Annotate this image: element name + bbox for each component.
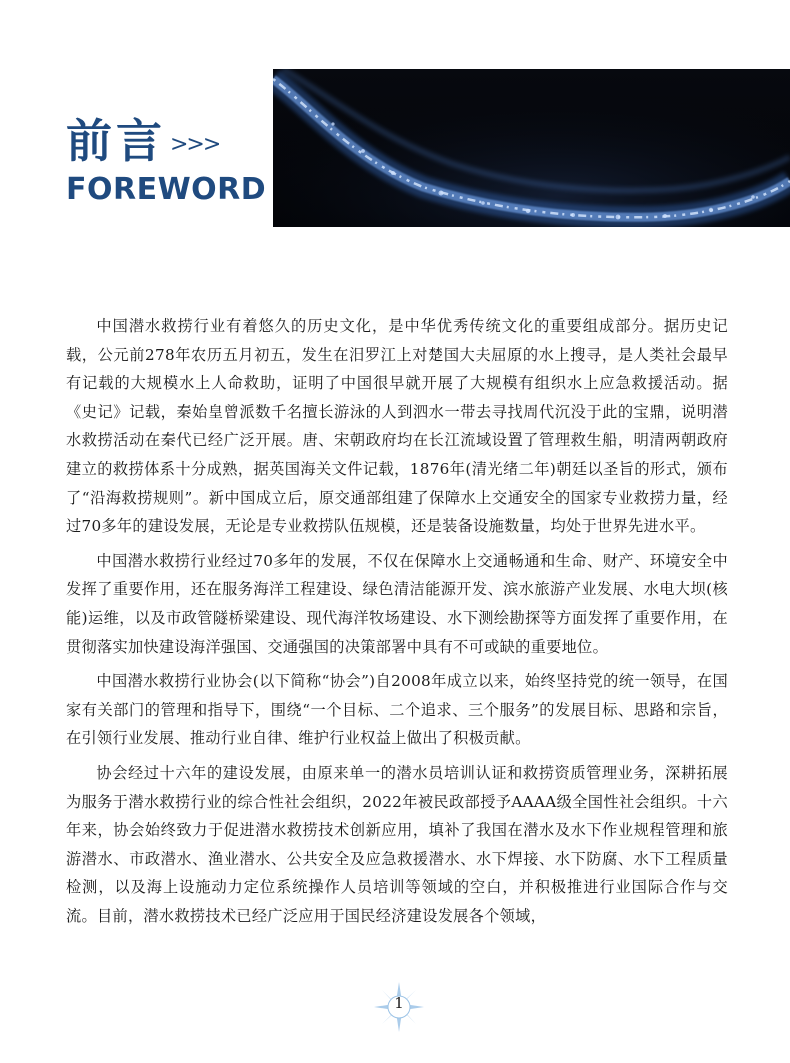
page-heading <box>66 114 266 208</box>
paragraph: 中国潜水救捞行业经过70多年的发展，不仅在保障水上交通畅通和生命、财产、环境安全中发挥了重要作用，还在服务海洋工程建设、绿色清洁能源开发、滨水旅游产业发展、水电大坝(核能)运维，以及市政管隧桥梁建设、现代海洋牧场建设、水下测绘勘探等方面发挥了重要作用，在贯彻落实加快建设海洋强国、交通强国的决策部署中具有不可或缺的重要地位。 <box>66 551 728 656</box>
page-number: 1 <box>394 994 404 1012</box>
header-photo <box>273 69 790 227</box>
paragraph: 协会经过十六年的建设发展，由原来单一的潜水员培训认证和救捞资质管理业务，深耕拓展为服务于潜水救捞行业的综合性社会组织，2022年被民政部授予AAAA级全国性社会组织。十六年来，协会始终致力于促进潜水救捞技术创新应用，填补了我国在潜水及水下作业规程管理和旅游潜水、市政潜水、渔业潜水、公共安全及应急救援潜水、水下焊接、水下防腐、水下工程质量检测，以及海上设施动力定位系统操作人员培训等领域的空白，并积极推进行业国际合作与交流。目前，潜水救捞技术已经广泛应用于国民经济建设发展各个领域， <box>66 763 728 925</box>
underwater-light-wave-image <box>273 69 790 227</box>
paragraph: 中国潜水救捞行业协会(以下简称“协会”)自2008年成立以来，始终坚持党的统一领导，在国家有关部门的管理和指导下，围绕“一个目标、二个追求、三个服务”的发展目标、思路和宗旨，在引领行业发展、推动行业自律、维护行业权益上做出了积极贡献。 <box>66 672 728 748</box>
page-number-badge <box>372 980 426 1034</box>
title-chinese: 前言 <box>66 114 166 168</box>
foreword-body <box>66 312 728 936</box>
paragraph: 中国潜水救捞行业有着悠久的历史文化，是中华优秀传统文化的重要组成部分。据历史记载，公元前278年农历五月初五，发生在汨罗江上对楚国大夫屈原的水上搜寻，是人类社会最早有记载的大规模水上人命救助，证明了中国很早就开展了大规模有组织水上应急救援活动。据《史记》记载，秦始皇曾派数千名擅长游泳的人到泗水一带去寻找周代沉没于此的宝鼎，说明潜水救捞活动在秦代已经广泛开展。唐、宋朝政府均在长江流域设置了管理救生船，明清两朝政府建立的救捞体系十分成熟，据英国海关文件记载，1876年(清光绪二年)朝廷以圣旨的形式，颁布了“沿海救捞规则”。新中国成立后，原交通部组建了保障水上交通安全的国家专业救捞力量，经过70多年的建设发展，无论是专业救捞队伍规模，还是装备设施数量，均处于世界先进水平。 <box>66 317 728 536</box>
chevron-arrows-icon: >>> <box>170 132 220 157</box>
title-english: FOREWORD <box>66 172 267 207</box>
